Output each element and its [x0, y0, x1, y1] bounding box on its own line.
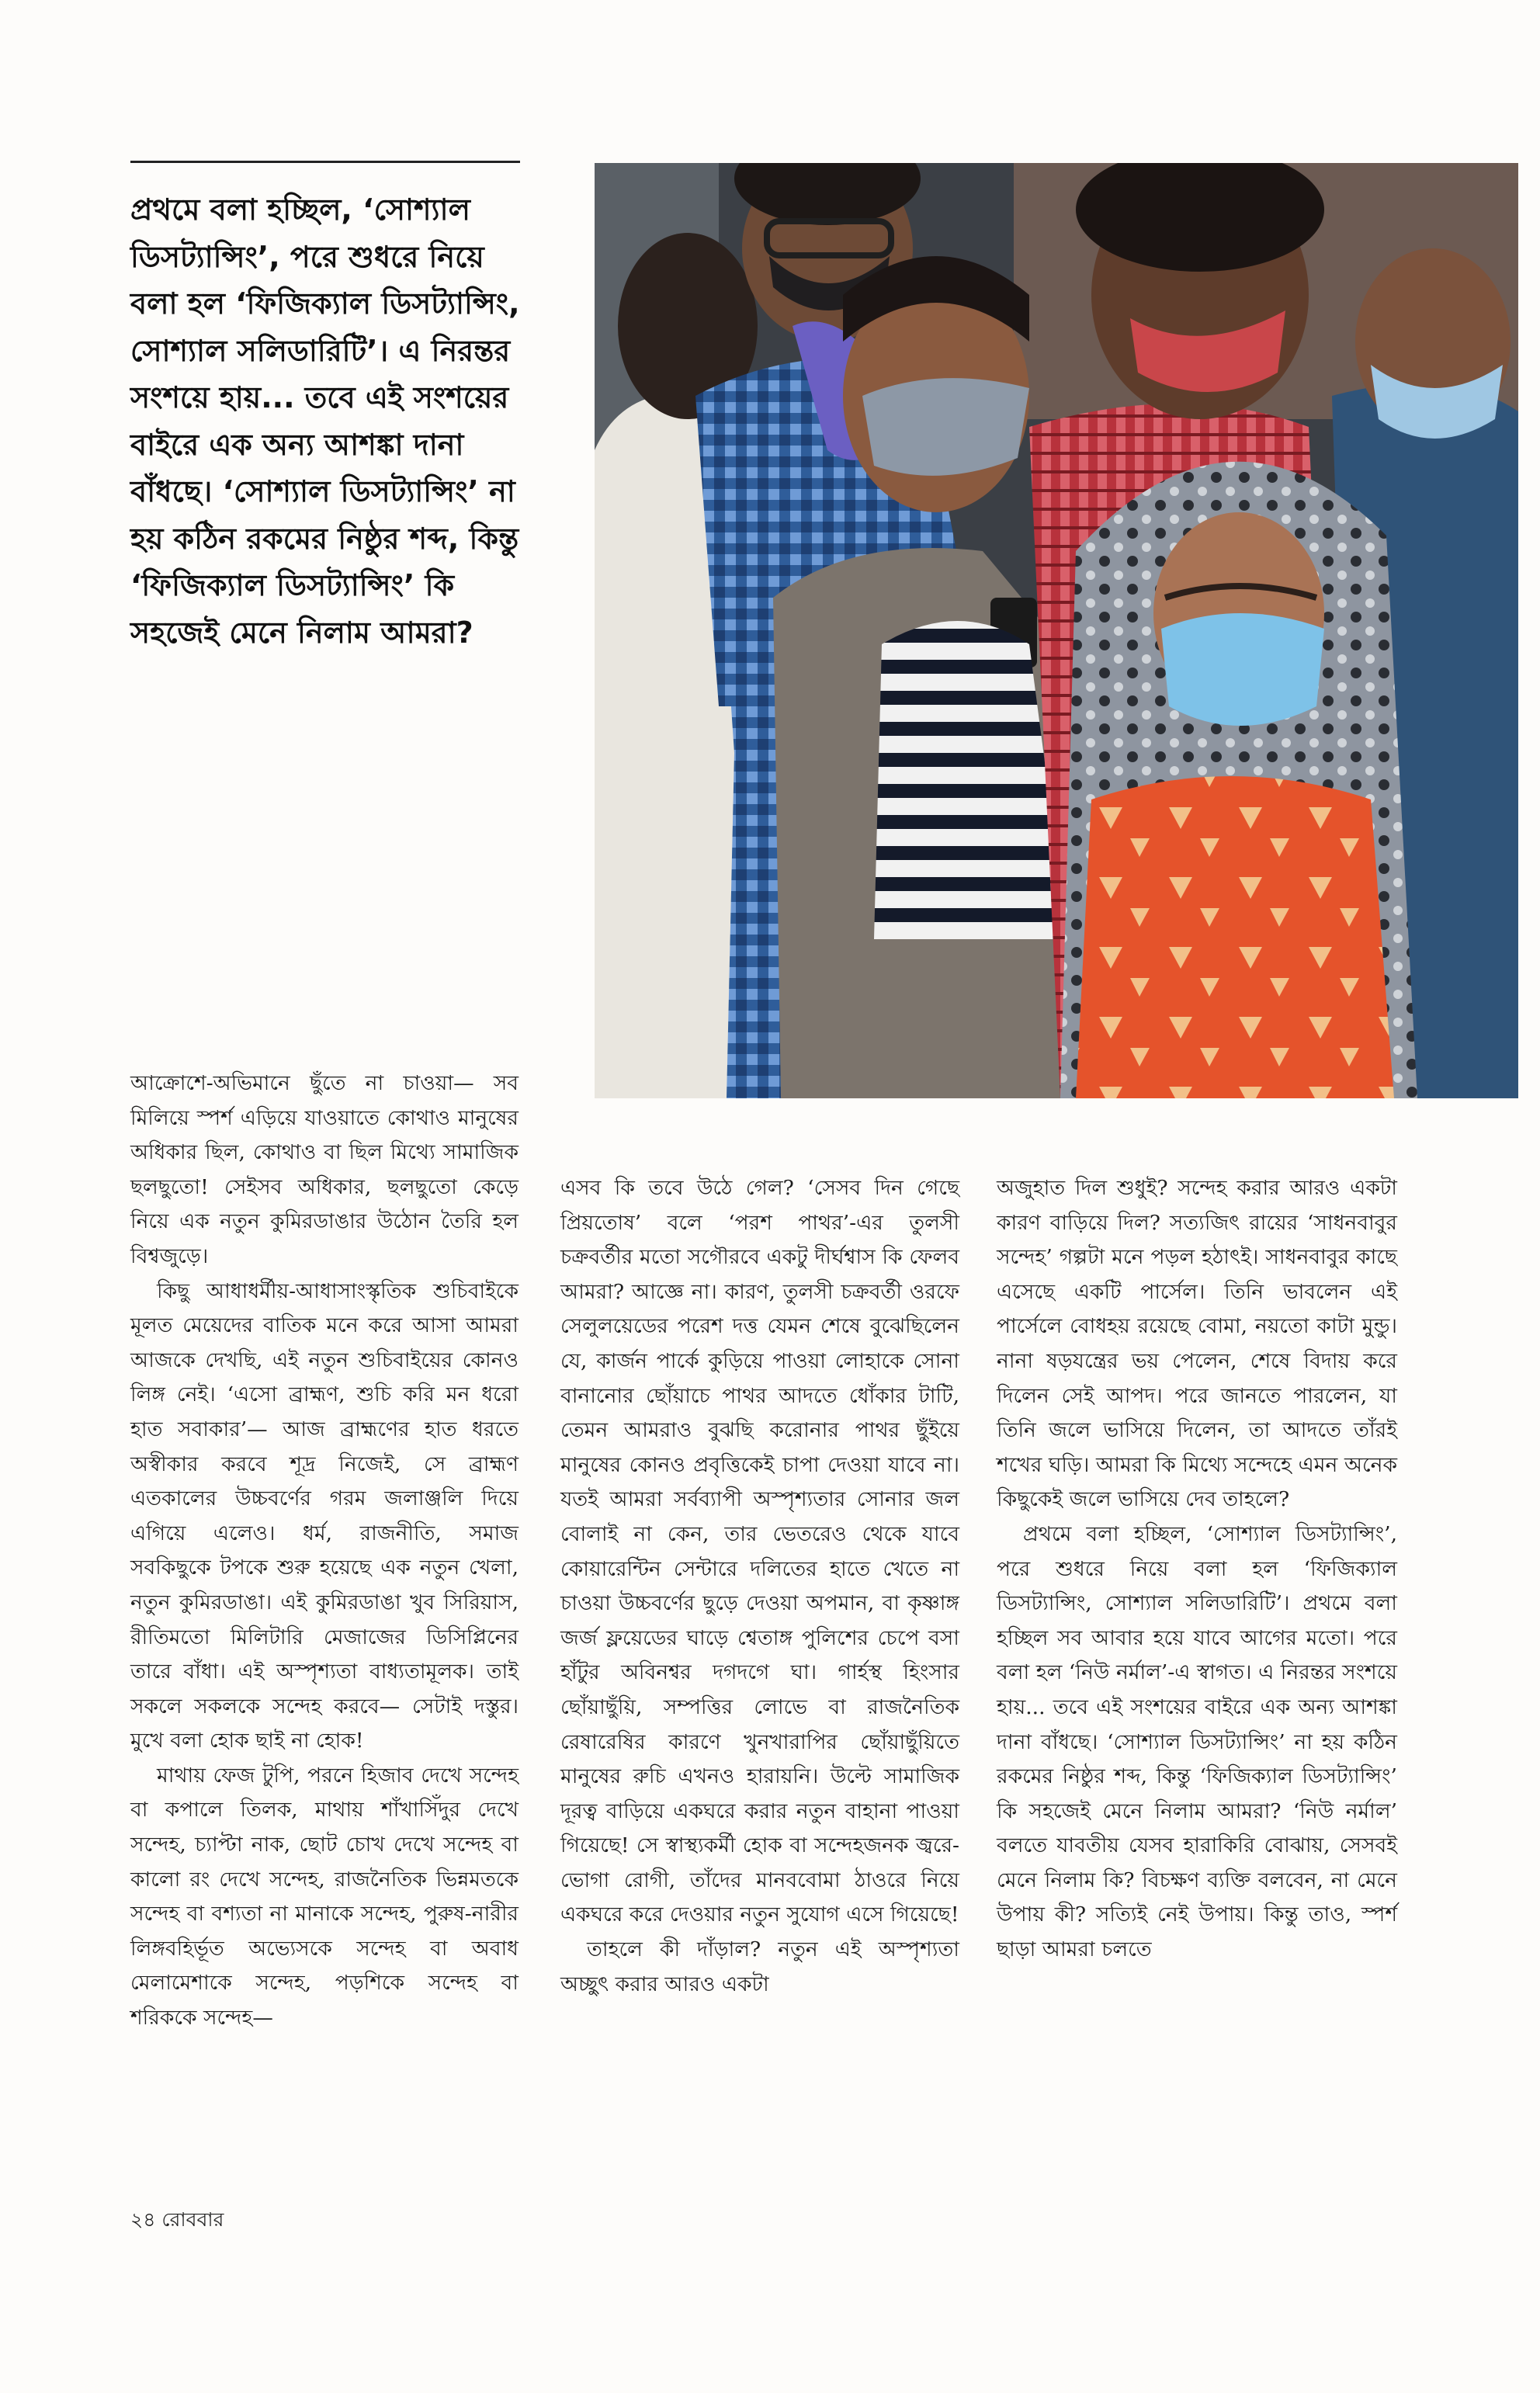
column3-paragraph-1: অজুহাত দিল শুধুই? সন্দেহ করার আরও একটা কারণ বাড়িয়ে দিল? সত্যজিৎ রায়ের ‘সাধনবাবুর সন্দেহ’ গল্পটা মনে পড়ল হঠাৎই। সাধনবাবুর কাছে এসেছে একটি পার্সেল। তিনি ভাবলেন এই পার্সেলে বোধহয় রয়েছে বোমা, নয়তো কাটা মুন্ডু। নানা ষড়যন্ত্রের ভয় পেলেন, শেষে বিদায় করে দিলেন সেই আপদ। পরে জানতে পারলেন, যা তিনি জলে ভাসিয়ে দিলেন, তা আদতে তাঁরই শখের ঘড়ি। আমরা কি মিথ্যে সন্দেহে এমন অনেক কিছুকেই জলে ভাসিয়ে দেব তাহলে? [997, 1176, 1397, 1512]
pull-quote: প্রথমে বলা হচ্ছিল, ‘সোশ্যাল ডিসট্যান্সিং’, পরে শুধরে নিয়ে বলা হল ‘ফিজিক্যাল ডিসট্যান্সিং, সোশ্যাল সলিডারিটি’। এ নিরন্তর সংশয়ে হায়... তবে এই সংশয়ের বাইরে এক অন্য আশঙ্কা দানা বাঁধছে। ‘সোশ্যাল ডিসট্যান্সিং’ না হয় কঠিন রকমের নিষ্ঠুর শব্দ, কিন্তু ‘ফিজিক্যাল ডিসট্যান্সিং’ কি সহজেই মেনে নিলাম আমরা? [130, 192, 520, 650]
column2-paragraph-2: তাহলে কী দাঁড়াল? নতুন এই অস্পৃশ্যতা অচ্ছুৎ করার আরও একটা [560, 1937, 959, 1996]
article-column-2 [560, 1171, 959, 2002]
column1-paragraph-3: মাথায় ফেজ টুপি, পরনে হিজাব দেখে সন্দেহ বা কপালে তিলক, মাথায় শাঁখাসিঁদুর দেখে সন্দেহ, চ্যাপ্টা নাক, ছোট চোখ দেখে সন্দেহ বা কালো রং দেখে সন্দেহ, রাজনৈতিক ভিন্নমতকে সন্দেহ বা বশ্যতা না মানাকে সন্দেহ, পুরুষ-নারীর লিঙ্গবহির্ভূত অভ্যেসকে সন্দেহ বা অবাধ মেলামেশাকে সন্দেহ, পড়শিকে সন্দেহ বা শরিককে সন্দেহ— [130, 1763, 519, 2031]
article-column-1 [130, 1066, 519, 2036]
photo-illustration [595, 163, 1518, 1098]
page-folio: ২৪ রোববার [130, 2208, 224, 2231]
article-column-3 [997, 1171, 1397, 1968]
column2-paragraph-1: এসব কি তবে উঠে গেল? ‘সেসব দিন গেছে প্রিয়তোষ’ বলে ‘পরশ পাথর’-এর তুলসী চক্রবর্তীর মতো সগৌরবে একটু দীর্ঘশ্বাস কি ফেলব আমরা? আজ্ঞে না। কারণ, তুলসী চক্রবর্তী ওরফে সেলুলয়েডের পরেশ দত্ত যেমন শেষে বুঝেছিলেন যে, কার্জন পার্কে কুড়িয়ে পাওয়া লোহাকে সোনা বানানোর ছোঁয়াচে পাথর আদতে ধোঁকার টাটি, তেমন আমরাও বুঝছি করোনার পাথর ছুঁইয়ে মানুষের কোনও প্রবৃত্তিকেই চাপা দেওয়া যাবে না। যতই আমরা সর্বব্যাপী অস্পৃশ্যতার সোনার জল বোলাই না কেন, তার ভেতরেও থেকে যাবে কোয়ারেন্টিন সেন্টারে দলিতের হাতে খেতে না চাওয়া উচ্চবর্ণের ছুড়ে দেওয়া অপমান, বা কৃষ্ণাঙ্গ জর্জ ফ্লয়েডের ঘাড়ে শ্বেতাঙ্গ পুলিশের চেপে বসা হাঁটুর অবিনশ্বর দগদগে ঘা। গার্হস্থ হিংসার ছোঁয়াছুঁয়ি, সম্পত্তির লোভে বা রাজনৈতিক রেষারেষির কারণে খুনখারাপির ছোঁয়াছুঁয়িতে মানুষের রুচি এখনও হারায়নি। উল্টে সামাজিক দূরত্ব বাড়িয়ে একঘরে করার নতুন বাহানা পাওয়া গিয়েছে! সে স্বাস্থ্যকর্মী হোক বা সন্দেহজনক জ্বরে-ভোগা রোগী, তাঁদের মানববোমা ঠাওরে নিয়ে একঘরে করে দেওয়ার নতুন সুযোগ এসে গিয়েছে! [560, 1176, 959, 1927]
column1-paragraph-1: আক্রোশে-অভিমানে ছুঁতে না চাওয়া— সব মিলিয়ে স্পর্শ এড়িয়ে যাওয়াতে কোথাও মানুষের অধিকার ছিল, কোথাও বা ছিল মিথ্যে সামাজিক ছলছুতো! সেইসব অধিকার, ছলছুতো কেড়ে নিয়ে এক নতুন কুমিরডাঙার উঠোন তৈরি হল বিশ্বজুড়ে। [130, 1071, 519, 1268]
top-rule [130, 161, 520, 163]
masked-crowd-photo [595, 163, 1518, 1098]
column3-paragraph-2: প্রথমে বলা হচ্ছিল, ‘সোশ্যাল ডিসট্যান্সিং’, পরে শুধরে নিয়ে বলা হল ‘ফিজিক্যাল ডিসট্যান্সিং, সোশ্যাল সলিডারিটি’। প্রথমে বলা হচ্ছিল সব আবার হয়ে যাবে আগের মতো। পরে বলা হল ‘নিউ নর্মাল’-এ স্বাগত। এ নিরন্তর সংশয়ে হায়... তবে এই সংশয়ের বাইরে এক অন্য আশঙ্কা দানা বাঁধছে। ‘সোশ্যাল ডিসট্যান্সিং’ না হয় কঠিন রকমের নিষ্ঠুর শব্দ, কিন্তু ‘ফিজিক্যাল ডিসট্যান্সিং’ কি সহজেই মেনে নিলাম আমরা? ‘নিউ নর্মাল’ বলতে যাবতীয় যেসব হারাকিরি বোঝায়, সেসবই মেনে নিলাম কি? বিচক্ষণ ব্যক্তি বলবেন, না মেনে উপায় কী? সত্যিই নেই উপায়। কিন্তু তাও, স্পর্শ ছাড়া আমরা চলতে [997, 1521, 1397, 1962]
column1-paragraph-2: কিছু আধাধর্মীয়-আধাসাংস্কৃতিক শুচিবাইকে মূলত মেয়েদের বাতিক মনে করে আসা আমরা আজকে দেখছি, এই নতুন শুচিবাইয়ের কোনও লিঙ্গ নেই। ‘এসো ব্রাহ্মণ, শুচি করি মন ধরো হাত সবাকার’— আজ ব্রাহ্মণের হাত ধরতে অস্বীকার করবে শূদ্র নিজেই, সে ব্রাহ্মণ এতকালের উচ্চবর্ণের গরম জলাঞ্জলি দিয়ে এগিয়ে এলেও। ধর্ম, রাজনীতি, সমাজ সবকিছুকে টপকে শুরু হয়েছে এক নতুন খেলা, নতুন কুমিরডাঙা। এই কুমিরডাঙা খুব সিরিয়াস, রীতিমতো মিলিটারি মেজাজের ডিসিপ্লিনের তারে বাঁধা। এই অস্পৃশ্যতা বাধ্যতামূলক। তাই সকলে সকলকে সন্দেহ করবে— সেটাই দস্তুর। মুখে বলা হোক ছাই না হোক! [130, 1278, 519, 1753]
